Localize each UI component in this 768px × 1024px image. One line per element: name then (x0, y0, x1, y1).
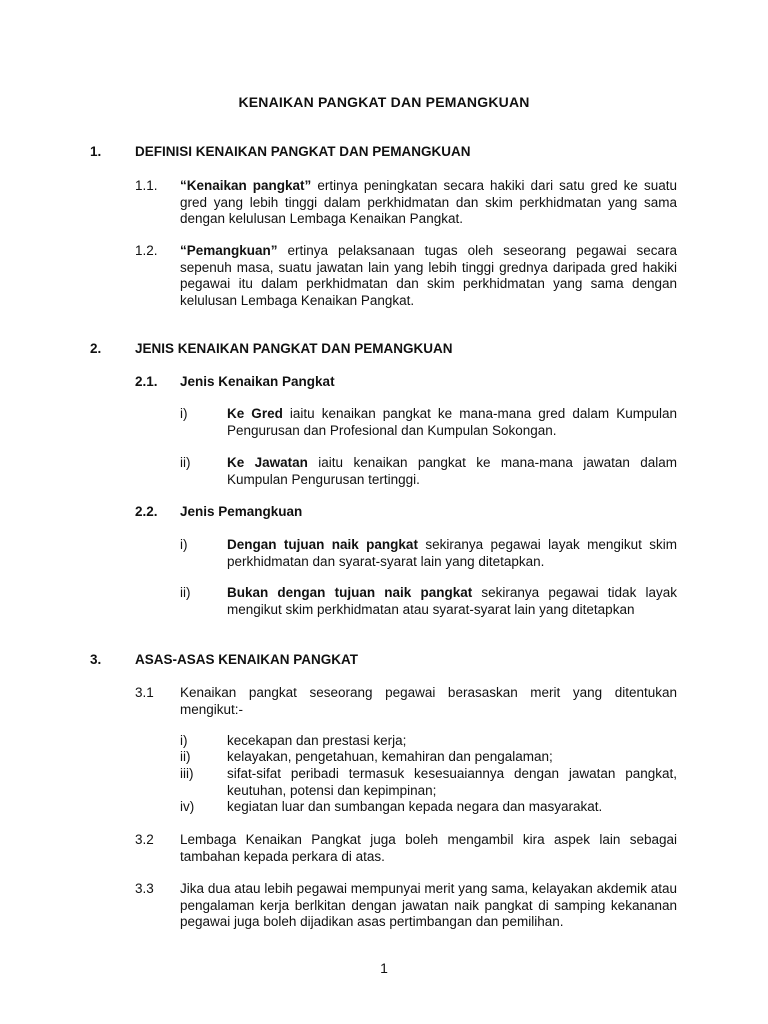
section-1-number: 1. (90, 144, 102, 159)
section-2-heading: JENIS KENAIKAN PANGKAT DAN PEMANGKUAN (135, 341, 453, 356)
clause-2-2-i-number: i) (180, 537, 188, 552)
clause-2-2-number: 2.2. (135, 504, 158, 519)
clause-3-3-number: 3.3 (135, 881, 154, 896)
clause-2-2-ii-number: ii) (180, 585, 191, 600)
clause-3-2-number: 3.2 (135, 832, 154, 847)
list-item-text: kecekapan dan prestasi kerja; (227, 733, 407, 748)
list-item-number: iii) (180, 766, 194, 781)
clause-1-2-number: 1.2. (135, 243, 158, 258)
clause-2-1-i-term: Ke Gred (227, 406, 283, 421)
clause-3-1-text: Kenaikan pangkat seseorang pegawai berasaskan merit yang ditentukan mengikut:- (180, 685, 677, 717)
clause-2-2-i-body: sekiranya pegawai layak mengikut skim perkhidmatan dan syarat-syarat lain yang ditetapkan. (227, 537, 678, 569)
clause-1-1-term: “Kenaikan pangkat” (180, 178, 312, 193)
list-item-number: i) (180, 733, 188, 748)
clause-3-1-number: 3.1 (135, 685, 154, 700)
clause-2-1-ii-text (227, 455, 677, 488)
clause-2-1-i-text (227, 406, 677, 439)
section-2-number: 2. (90, 341, 102, 356)
clause-1-2-body: ertinya pelaksanaan tugas oleh seseorang pegawai secara sepenuh masa, suatu jawatan lain yang lebih tinggi grednya daripada gred hakiki pegawai itu dalam perkhidmatan dan skim perkhidmatan yang sama dengan kelulusan Lembaga Kenaikan Pangkat. (180, 243, 677, 308)
clause-1-2-term: “Pemangkuan” (180, 243, 278, 258)
clause-2-2-ii-term: Bukan dengan tujuan naik pangkat (227, 585, 473, 600)
clause-2-2-heading: Jenis Pemangkuan (180, 504, 303, 519)
clause-2-1-ii-body: iaitu kenaikan pangkat ke mana-mana jawatan dalam Kumpulan Pengurusan tertinggi. (227, 455, 677, 487)
clause-1-1-text (180, 178, 677, 228)
clause-2-2-i-term: Dengan tujuan naik pangkat (227, 537, 418, 552)
list-item-text: kegiatan luar dan sumbangan kepada negara dan masyarakat. (227, 799, 603, 814)
clause-1-1-number: 1.1. (135, 178, 158, 193)
clause-3-3-text: Jika dua atau lebih pegawai mempunyai merit yang sama, kelayakan akdemik atau pengalaman kerja berlkitan dengan jawatan naik pangkat di samping kekananan pegawai juga boleh dijadikan asas pertimbangan dan pemilihan. (180, 881, 677, 929)
clause-2-1-heading: Jenis Kenaikan Pangkat (180, 374, 335, 389)
clause-2-1-number: 2.1. (135, 374, 158, 389)
list-item-number: iv) (180, 799, 195, 814)
clause-1-1-body: ertinya peningkatan secara hakiki dari satu gred ke suatu gred yang lebih tinggi dalam perkhidmatan dan skim perkhidmatan yang sama dengan kelulusan Lembaga Kenaikan Pangkat. (180, 178, 677, 226)
list-item-text: sifat-sifat peribadi termasuk kesesuaiannya dengan jawatan pangkat, keutuhan, potensi dan kepimpinan; (227, 766, 677, 798)
page-title: KENAIKAN PANGKAT DAN PEMANGKUAN (238, 94, 530, 110)
clause-3-2-text: Lembaga Kenaikan Pangkat juga boleh mengambil kira aspek lain sebagai tambahan kepada perkara di atas. (180, 832, 677, 864)
clause-2-1-ii-term: Ke Jawatan (227, 455, 308, 470)
clause-2-1-i-body: iaitu kenaikan pangkat ke mana-mana gred dalam Kumpulan Pengurusan dan Profesional dan Kumpulan Sokongan. (227, 406, 677, 438)
section-3-number: 3. (90, 652, 102, 667)
clause-1-2-text (180, 243, 677, 309)
section-1-heading: DEFINISI KENAIKAN PANGKAT DAN PEMANGKUAN (135, 144, 471, 159)
section-3-heading: ASAS-ASAS KENAIKAN PANGKAT (135, 652, 359, 667)
clause-2-1-ii-number: ii) (180, 455, 191, 470)
list-item-text: kelayakan, pengetahuan, kemahiran dan pengalaman; (227, 749, 553, 764)
clause-2-2-ii-text (227, 585, 677, 618)
page-number: 1 (380, 960, 388, 976)
clause-2-1-i-number: i) (180, 406, 188, 421)
list-item-number: ii) (180, 749, 191, 764)
clause-2-2-ii-body: sekiranya pegawai tidak layak mengikut skim perkhidmatan atau syarat-syarat lain yang ditetapkan (227, 585, 677, 617)
clause-2-2-i-text (227, 537, 677, 570)
